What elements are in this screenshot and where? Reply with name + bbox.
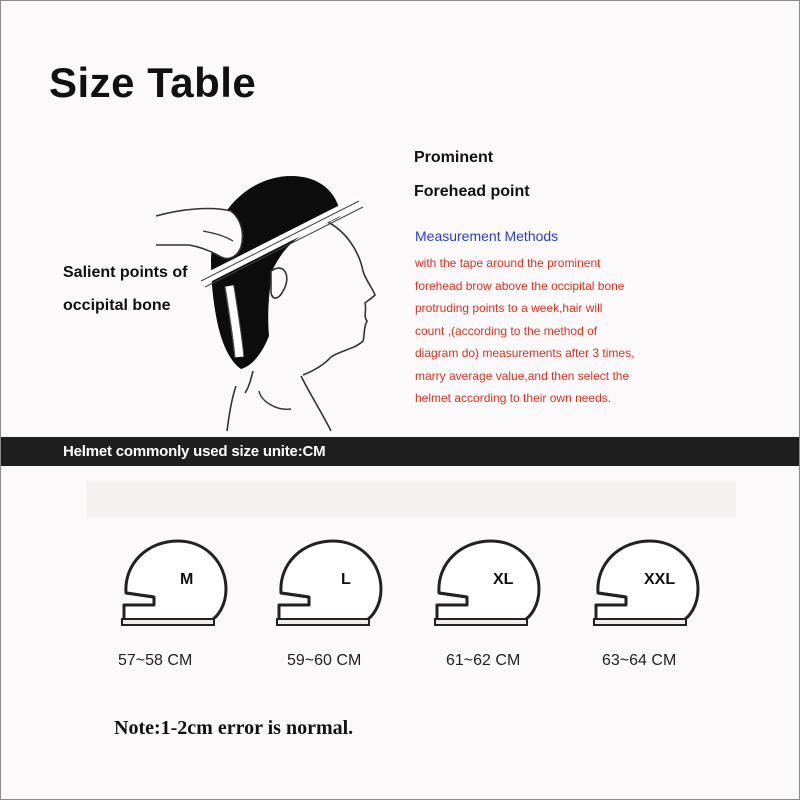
helmet-icon-xxl bbox=[590, 533, 702, 629]
size-letter-m: M bbox=[180, 571, 194, 588]
size-range-l: 59~60 CM bbox=[287, 652, 362, 669]
size-letter-xxl: XXL bbox=[644, 571, 676, 588]
method-line: forehead brow above the occipital bone bbox=[415, 278, 625, 293]
method-line: with the tape around the prominent bbox=[415, 256, 601, 270]
method-line: diagram do) measurements after 3 times, bbox=[415, 346, 635, 360]
method-line: helmet according to their own needs. bbox=[415, 391, 612, 405]
prominent-label-line: Prominent bbox=[414, 149, 494, 166]
method-line: marry average value,and then select the bbox=[415, 368, 630, 383]
helmet-icon-xl bbox=[431, 533, 543, 629]
helmet-icon-m bbox=[118, 533, 230, 629]
background-band bbox=[86, 481, 736, 517]
method-line: protruding points to a week,hair will bbox=[415, 301, 603, 315]
note-text: Note:1-2cm error is normal. bbox=[114, 717, 354, 739]
page-title: Size Table bbox=[49, 59, 257, 106]
measurement-methods-text bbox=[415, 252, 715, 410]
helmet-icon-l bbox=[273, 533, 385, 629]
measurement-methods-title: Measurement Methods bbox=[415, 228, 559, 244]
size-letter-l: L bbox=[341, 571, 351, 588]
banner-text: Helmet commonly used size unite:CM bbox=[63, 443, 326, 460]
size-unit-banner bbox=[1, 437, 799, 466]
size-range-xl: 61~62 CM bbox=[446, 652, 521, 669]
occipital-label bbox=[63, 256, 203, 322]
prominent-label-line: Forehead point bbox=[414, 183, 530, 200]
method-line: count ,(according to the method of bbox=[415, 323, 598, 338]
size-range-xxl: 63~64 CM bbox=[602, 652, 677, 669]
occipital-label-line: Salient points of bbox=[63, 264, 188, 281]
prominent-label bbox=[414, 141, 530, 209]
size-range-m: 57~58 CM bbox=[118, 652, 193, 669]
size-letter-xl: XL bbox=[493, 571, 514, 588]
occipital-label-line: occipital bone bbox=[63, 297, 171, 314]
